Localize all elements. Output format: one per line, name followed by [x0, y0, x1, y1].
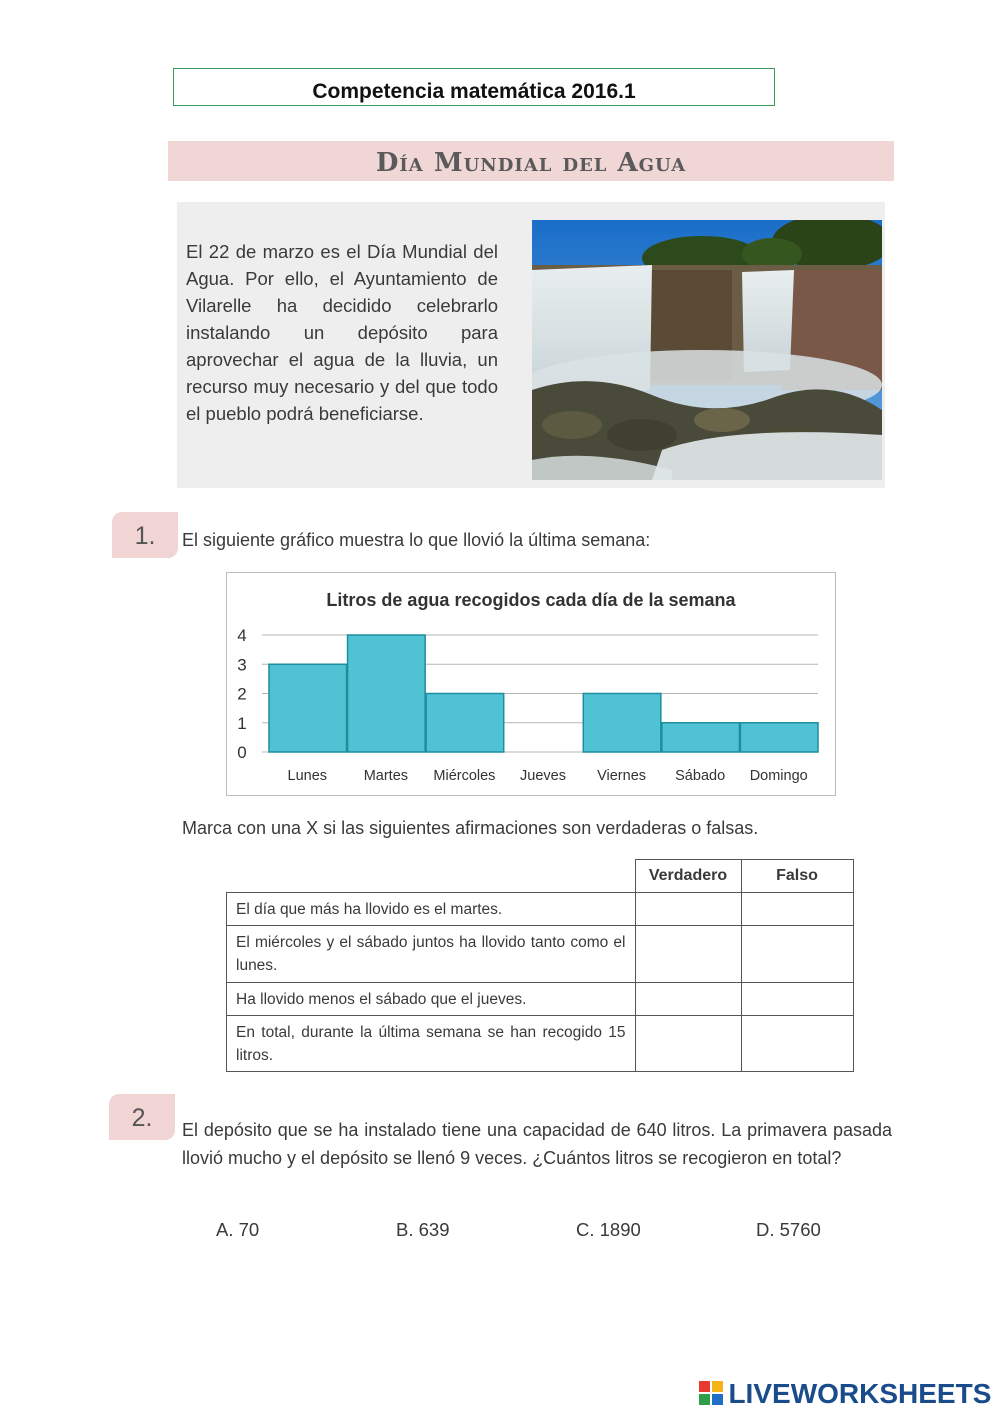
- statement-3: Ha llovido menos el sábado que el jueves.: [227, 983, 636, 1016]
- liveworksheets-logo-icon: [698, 1380, 724, 1406]
- cell-false-3[interactable]: [741, 983, 853, 1016]
- cell-true-2[interactable]: [635, 926, 741, 983]
- y-tick-label: 3: [237, 655, 247, 675]
- rainfall-chart: [226, 572, 836, 796]
- x-tick-label: Jueves: [520, 768, 566, 784]
- statement-4: En total, durante la última semana se han recogido 15 litros.: [227, 1016, 636, 1072]
- liveworksheets-logo: [698, 1378, 991, 1408]
- bar-lunes: [269, 664, 347, 752]
- cell-true-4[interactable]: [635, 1016, 741, 1072]
- bar-domingo: [740, 723, 818, 752]
- option-d[interactable]: D. 5760: [756, 1219, 821, 1240]
- y-tick-label: 2: [237, 684, 247, 704]
- option-c[interactable]: C. 1890: [576, 1219, 641, 1240]
- table-header-blank: [227, 860, 636, 893]
- statement-1: El día que más ha llovido es el martes.: [227, 893, 636, 926]
- bar-martes: [348, 635, 426, 752]
- header-verdadero: Verdadero: [635, 860, 741, 893]
- bar-miércoles: [426, 694, 504, 753]
- banner-title: Día Mundial del Agua: [168, 141, 894, 181]
- cell-true-3[interactable]: [635, 983, 741, 1016]
- y-tick-label: 1: [237, 713, 247, 733]
- table-row: [227, 983, 854, 1016]
- cell-true-1[interactable]: [635, 893, 741, 926]
- bar-viernes: [583, 694, 661, 753]
- x-tick-label: Domingo: [749, 768, 808, 784]
- true-false-table: [226, 859, 854, 1072]
- bar-sábado: [662, 723, 740, 752]
- option-a[interactable]: A. 70: [216, 1219, 260, 1240]
- x-tick-label: Sábado: [675, 768, 726, 784]
- x-tick-label: Lunes: [287, 768, 328, 784]
- cell-false-4[interactable]: [741, 1016, 853, 1072]
- liveworksheets-logo-text: LIVEWORKSHEETS: [728, 1378, 992, 1409]
- question-2-text: El depósito que se ha instalado tiene una capacidad de 640 litros. La primavera pasada llovió mucho y el depósito se llenó 9 veces. ¿Cuántos litros se recogieron en total?: [182, 1120, 892, 1168]
- question-1-number: 1.: [112, 512, 178, 558]
- intro-text: El 22 de marzo es el Día Mundial del Agua. Por ello, el Ayuntamiento de Vilarelle ha decidido celebrarlo instalando un depósito para aprovechar el agua de la lluvia, un recurso muy necesario y del que todo el pueblo podrá beneficiarse.: [186, 241, 498, 424]
- instruction-text: Marca con una X si las siguientes afirmaciones son verdaderas o falsas.: [182, 818, 759, 838]
- y-tick-label: 0: [237, 743, 247, 762]
- question-2-number: 2.: [109, 1094, 175, 1140]
- cell-false-2[interactable]: [741, 926, 853, 983]
- header-title: Competencia matemática 2016.1: [173, 68, 775, 106]
- x-tick-label: Miércoles: [433, 768, 496, 784]
- header-falso: Falso: [741, 860, 853, 893]
- y-tick-label: 4: [237, 626, 247, 645]
- question-1-text: El siguiente gráfico muestra lo que llovió la última semana:: [182, 530, 651, 550]
- table-row: [227, 893, 854, 926]
- table-header-row: [227, 860, 854, 893]
- x-tick-label: Viernes: [597, 768, 647, 784]
- table-row: [227, 1016, 854, 1072]
- statement-2: El miércoles y el sábado juntos ha llovido tanto como el lunes.: [227, 926, 636, 983]
- chart-title: Litros de agua recogidos cada día de la semana: [326, 590, 736, 610]
- table-row: [227, 926, 854, 983]
- cell-false-1[interactable]: [741, 893, 853, 926]
- option-b[interactable]: B. 639: [396, 1219, 450, 1240]
- waterfall-image: [532, 220, 882, 480]
- x-tick-label: Martes: [363, 768, 409, 784]
